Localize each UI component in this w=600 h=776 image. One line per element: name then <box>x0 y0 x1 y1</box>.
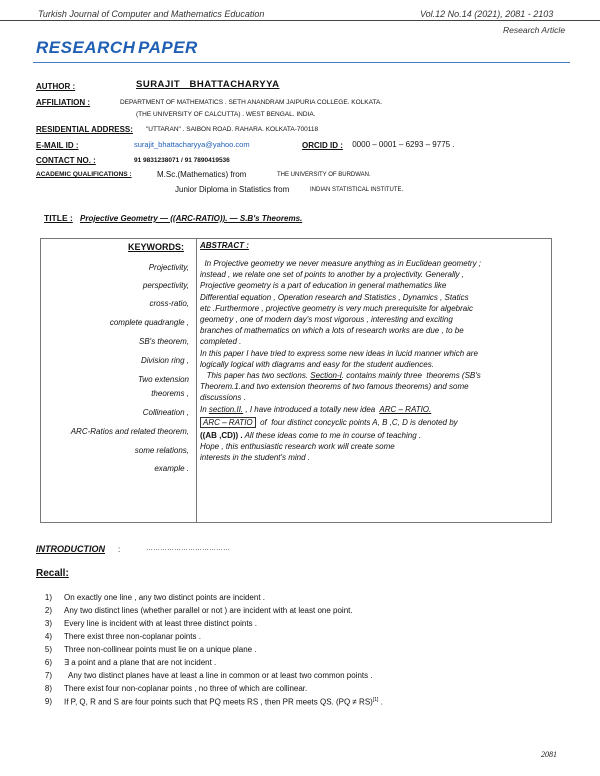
arc-ratio-term: ARC – RATIO. <box>379 404 432 414</box>
qualification-2-degree: Junior Diploma in Statistics from <box>175 185 290 194</box>
keyword-item: ARC-Ratios and related theorem, <box>70 427 189 436</box>
abstract-line: Differential equation , Operation research and Statistics , Dynamics , Statics <box>200 292 469 302</box>
list-text: There exist four non-coplanar points , no three of which are collinear. <box>64 684 308 693</box>
keyword-item: Projectivity, <box>148 263 189 272</box>
abstract-line: Theorem.1.and two extension theorems of two famous theorems) and some <box>200 382 469 392</box>
keyword-item: SB's theorem, <box>139 337 189 346</box>
list-text: ∃ a point and a plane that are not incident . <box>64 658 217 667</box>
keyword-item: example . <box>154 464 189 473</box>
article-type: Research Article <box>503 25 566 35</box>
banner-paper: PAPER <box>138 38 198 57</box>
section-one-ref: Section-I <box>310 371 342 381</box>
abstract-text: All these ideas come to me in course of teaching . <box>242 431 422 441</box>
list-item <box>36 684 536 694</box>
abstract-line <box>200 370 546 381</box>
citation-ref[interactable]: [1] <box>372 697 379 703</box>
keyword-item: cross-ratio, <box>149 299 189 308</box>
email-label: E-MAIL ID : <box>36 141 79 150</box>
keyword-item: perspectivity, <box>142 281 189 290</box>
abstract-line: discussions . <box>200 393 246 403</box>
arc-ratio-boxed: ARC – RATIO <box>200 417 256 428</box>
abstract-line: instead , we relate one set of points to another by a projectivity. Generally , <box>200 270 464 280</box>
list-item <box>36 606 536 616</box>
list-text: There exist three non-coplanar points . <box>64 632 201 641</box>
list-item <box>36 697 556 707</box>
list-item <box>36 632 536 642</box>
list-item <box>36 593 536 603</box>
keyword-item: Division ring , <box>140 356 189 365</box>
list-number: 8) <box>44 684 52 693</box>
list-number: 1) <box>44 593 52 602</box>
abstract-text: . contains mainly three theorems (SB's <box>341 371 481 381</box>
abstract-line: geometry , one of modern day's most vigorous , interesting and exciting <box>200 315 453 325</box>
abstract-line: interests in the student's mind . <box>200 453 311 463</box>
abstract-heading: ABSTRACT : <box>200 241 249 250</box>
abstract-line: In Projective geometry we never measure anything as in Euclidean geometry ; <box>200 259 482 268</box>
arc-ratio-notation: ((AB ,CD)) . <box>200 431 243 441</box>
abstract-body <box>200 258 546 464</box>
introduction-colon: : <box>118 545 121 554</box>
list-number: 5) <box>44 645 52 654</box>
banner-rule <box>33 62 570 63</box>
journal-name: Turkish Journal of Computer and Mathematics Education <box>38 9 265 19</box>
volume-info: Vol.12 No.14 (2021), 2081 - 2103 <box>420 9 554 19</box>
list-text-main: If P, Q, R and S are four points such that PQ meets RS , then PR meets QS. (PQ ≠ RS) <box>64 697 373 707</box>
banner-research: RESEARCH <box>36 38 136 57</box>
abstract-text: of four distinct concyclic points A, B ,C, D is denoted by <box>255 417 458 427</box>
abstract-line <box>200 417 546 428</box>
list-number: 7) <box>44 671 52 680</box>
list-item <box>36 671 536 681</box>
page-number: 2081 <box>541 750 557 759</box>
orcid-label: ORCID ID : <box>302 141 343 150</box>
keyword-item: theorems , <box>151 389 189 398</box>
list-number: 2) <box>44 606 52 615</box>
abstract-line: Projective geometry is a part of education in general mathematics like <box>200 281 447 291</box>
header-rule <box>0 20 600 21</box>
affiliation-line-2: (THE UNIVERSITY OF CALCUTTA) . WEST BENGAL. INDIA. <box>136 111 316 118</box>
list-text: Any two distinct planes have at least a line in common or at least two common points . <box>64 671 373 680</box>
abstract-line: In this paper I have tried to express some new ideas in lucid manner which are <box>200 348 478 358</box>
abstract-line: completed . <box>200 337 242 347</box>
list-text-end: . <box>378 697 383 707</box>
list-item <box>36 658 536 668</box>
author-label: AUTHOR : <box>36 82 76 91</box>
list-item <box>36 619 536 629</box>
list-text: On exactly one line , any two distinct points are incident . <box>64 593 265 602</box>
introduction-dots: ……………………………… <box>146 545 230 552</box>
introduction-heading: INTRODUCTION <box>36 544 105 554</box>
residential-label: RESIDENTIAL ADDRESS: <box>36 125 133 134</box>
abstract-line: Hope , this enthusiastic research work will create some <box>200 442 395 452</box>
qualifications-label: ACADEMIC QUALIFICATIONS : <box>36 171 132 178</box>
orcid-value: 0000 – 0001 – 6293 – 9775 . <box>350 140 455 149</box>
keyword-item: Collineation , <box>142 408 189 417</box>
list-text: Any two distinct lines (whether parallel or not ) are incident with at least one point. <box>64 606 353 615</box>
abstract-text: In <box>200 404 209 414</box>
keyword-item: complete quadrangle , <box>109 318 189 327</box>
list-number: 4) <box>44 632 52 641</box>
abstract-line <box>200 404 546 415</box>
title-label: TITLE : <box>44 213 73 223</box>
list-text <box>64 697 383 707</box>
qualification-2-institution: INDIAN STATISTICAL INSTITUTE. <box>310 187 404 193</box>
list-number: 6) <box>44 658 52 667</box>
email-link[interactable]: surajit_bhattacharyya@yahoo.com <box>134 140 250 149</box>
recall-heading: Recall: <box>36 568 69 579</box>
affiliation-line-1: DEPARTMENT OF MATHEMATICS . SETH ANANDRAM JAIPURIA COLLEGE. KOLKATA. <box>120 99 383 106</box>
qualification-1-degree: M.Sc.(Mathematics) from <box>157 170 247 179</box>
affiliation-label: AFFILIATION : <box>36 98 91 107</box>
paper-title: Projective Geometry — ((ARC-RATIO)). — S.B's Theorems. <box>80 214 303 223</box>
abstract-line <box>200 430 546 441</box>
contact-label: CONTACT NO. : <box>36 156 96 165</box>
list-number: 3) <box>44 619 52 628</box>
section-two-ref: section.II. <box>208 404 244 414</box>
abstract-line: etc .Furthermore , projective geometry is very much prerequisite for algebraic <box>200 303 473 313</box>
keywords-heading: KEYWORDS: <box>128 242 184 252</box>
list-number: 9) <box>44 697 52 706</box>
abstract-line: logically logical with diagrams and easy for the student audiences. <box>200 359 434 369</box>
qualification-1-institution: THE UNIVERSITY OF BURDWAN. <box>277 172 371 178</box>
keyword-item: Two extension <box>138 375 189 384</box>
author-name: SURAJIT BHATTACHARYYA <box>136 79 280 90</box>
residential-address: "UTTARAN" . SAIBON ROAD. RAHARA. KOLKATA-700118 <box>146 126 319 133</box>
list-text: Three non-collinear points must lie on a unique plane . <box>64 645 257 654</box>
list-item <box>36 645 536 655</box>
keyword-item: some relations, <box>134 446 189 455</box>
abstract-text: , I have introduced a totally new idea <box>243 404 380 414</box>
contact-value: 91 9831238071 / 91 7890419536 <box>134 157 230 164</box>
list-text: Every line is incident with at least three distinct points . <box>64 619 257 628</box>
abstract-text: This paper has two sections. <box>200 371 311 381</box>
abstract-line: branches of mathematics on which a lots of research works are due , to be <box>200 326 464 336</box>
